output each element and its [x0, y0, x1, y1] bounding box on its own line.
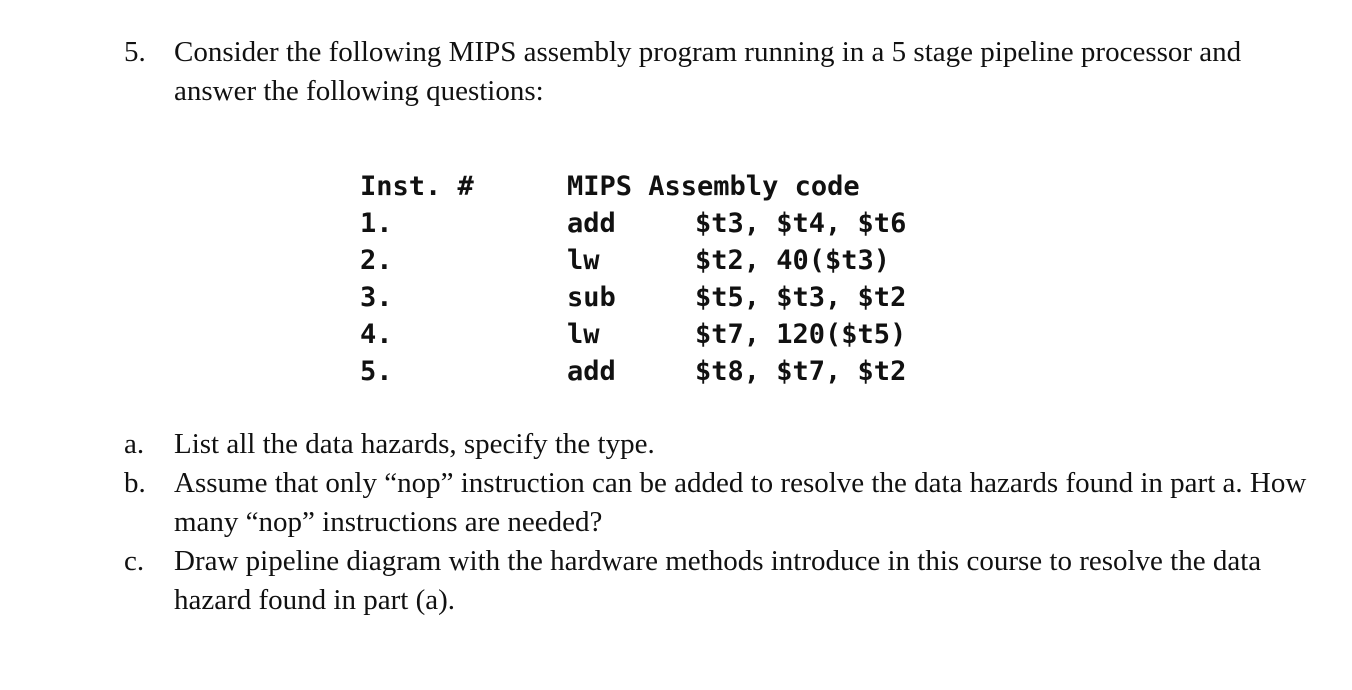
- question-part-c: [124, 542, 1314, 620]
- code-row: [360, 316, 906, 353]
- question-stem: Consider the following MIPS assembly program running in a 5 stage pipeline processor and answer the following questions:: [174, 36, 1242, 107]
- part-text: Draw pipeline diagram with the hardware methods introduce in this course to resolve the data hazard found in part (a).: [174, 545, 1262, 616]
- operands: $t5, $t3, $t2: [695, 282, 907, 313]
- part-text: Assume that only “nop” instruction can be added to resolve the data hazards found in part a. How many “nop” instructions are needed?: [174, 467, 1307, 538]
- inst-number: 3.: [360, 282, 393, 313]
- operands: $t2, 40($t3): [695, 245, 891, 276]
- opcode: add: [567, 356, 616, 387]
- assembly-code-table: [360, 168, 906, 390]
- code-row: [360, 242, 906, 279]
- code-row: [360, 353, 906, 390]
- opcode: lw: [567, 245, 600, 276]
- question-part-a: [124, 425, 1314, 464]
- question-part-b: [124, 464, 1314, 542]
- inst-number: 1.: [360, 208, 393, 239]
- operands: $t3, $t4, $t6: [695, 208, 907, 239]
- question-number: 5.: [124, 36, 146, 68]
- code-row: [360, 279, 906, 316]
- inst-number: 2.: [360, 245, 393, 276]
- part-label: b.: [124, 467, 146, 499]
- code-row: [360, 205, 906, 242]
- inst-number-header: Inst. #: [360, 171, 474, 202]
- part-text: List all the data hazards, specify the type.: [174, 428, 655, 460]
- opcode: lw: [567, 319, 600, 350]
- question-parts-list: [124, 425, 1314, 620]
- opcode: add: [567, 208, 616, 239]
- inst-number: 4.: [360, 319, 393, 350]
- inst-number: 5.: [360, 356, 393, 387]
- part-label: a.: [124, 428, 145, 460]
- mips-code-header: MIPS Assembly code: [567, 171, 860, 202]
- operands: $t7, 120($t5): [695, 319, 907, 350]
- part-label: c.: [124, 545, 145, 577]
- opcode: sub: [567, 282, 616, 313]
- operands: $t8, $t7, $t2: [695, 356, 907, 387]
- code-header-row: [360, 168, 906, 205]
